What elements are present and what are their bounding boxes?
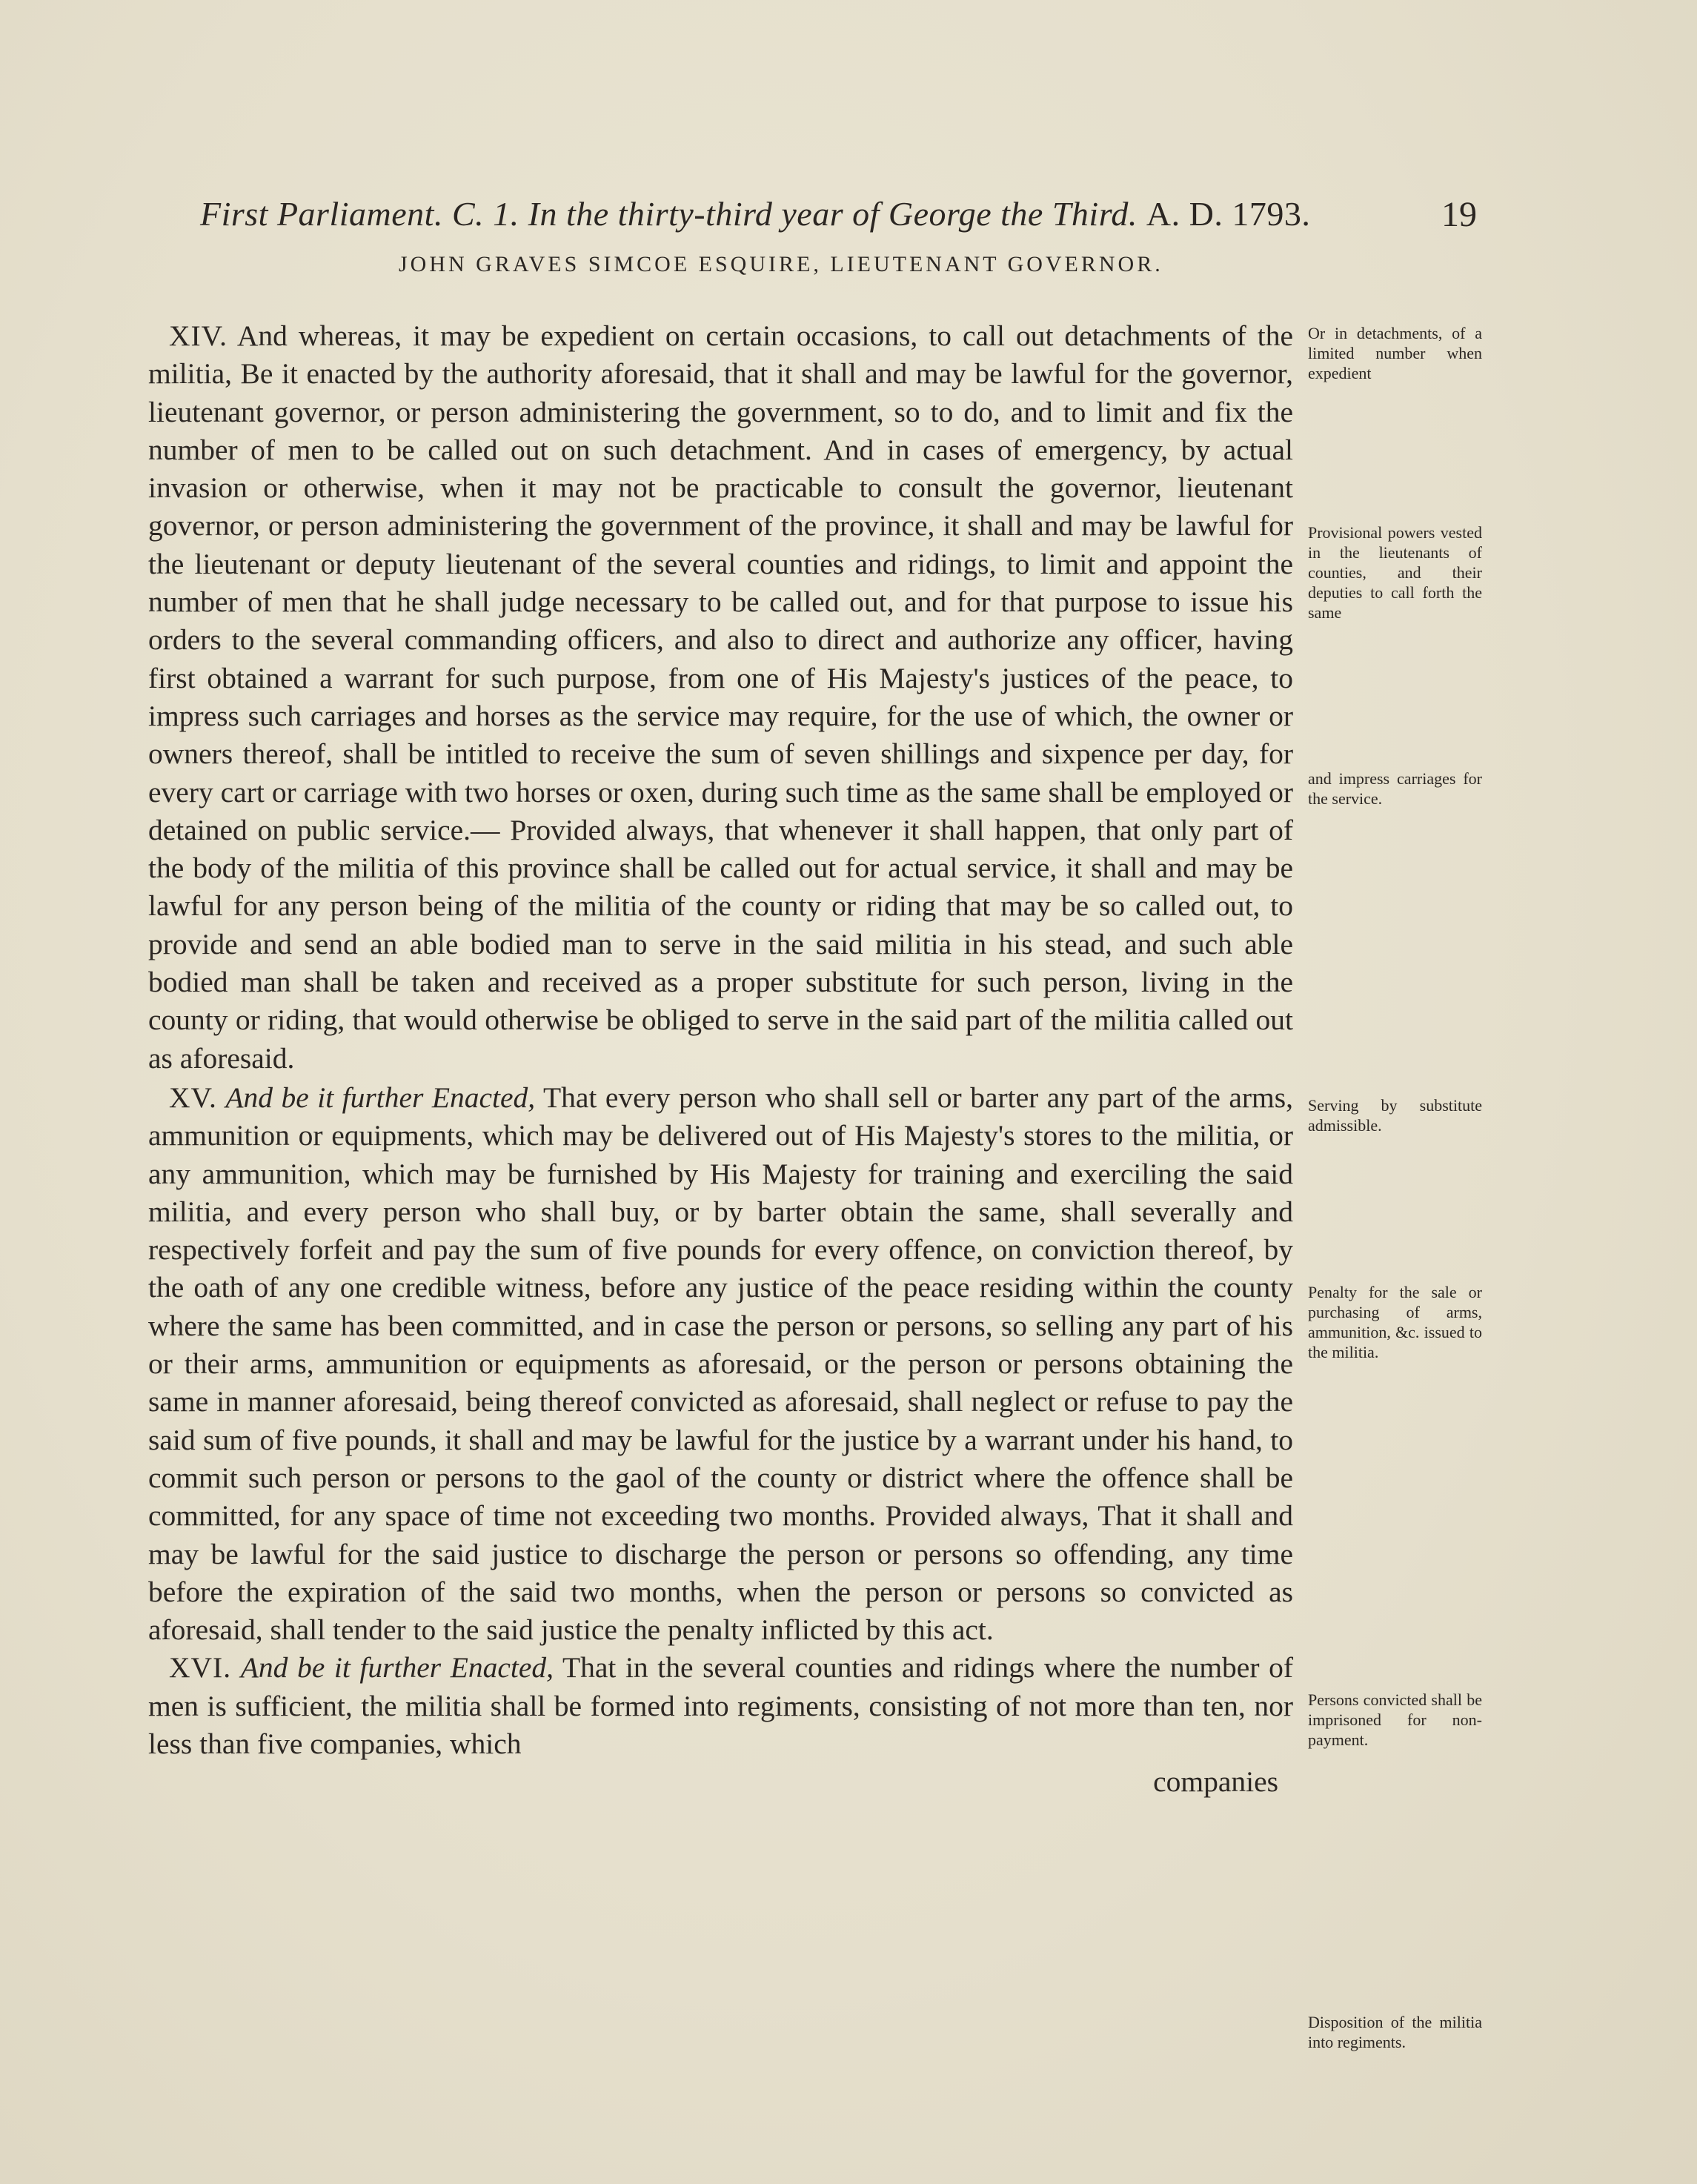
catchword: companies	[1153, 1765, 1278, 1799]
page-subheading: JOHN GRAVES SIMCOE ESQUIRE, LIEUTENANT GOVERNOR.	[399, 252, 1163, 276]
margin-note-penalty: Penalty for the sale or purchasing of arms, ammunition, &c. issued to the militia.	[1308, 1283, 1482, 1361]
margin-note-detachments: Or in detachments, of a limited number when expedient	[1308, 324, 1482, 382]
section-number: XIV.	[169, 319, 228, 352]
enacting-clause: And be it further Enacted,	[240, 1651, 554, 1685]
section-number: XV.	[169, 1081, 217, 1114]
section-xvi	[148, 1649, 1293, 1763]
section-xiv	[148, 317, 1293, 1078]
margin-note-regiments: Disposition of the militia into regiments.	[1308, 2013, 1482, 2051]
enacting-clause: And be it further Enacted,	[225, 1081, 536, 1114]
margin-note-impress-carriages: and impress carriages for the service.	[1308, 769, 1482, 808]
margin-note-imprisonment: Persons convicted shall be imprisoned for non-payment.	[1308, 1690, 1482, 1749]
running-head-title: First Parliament. C. 1. In the thirty-third year of George the Third.	[200, 195, 1138, 233]
page-number: 19	[1441, 195, 1477, 234]
section-text: That every person who shall sell or barter any part of the arms, ammunition or equipments, which may be delivered out of His Majesty's stores to the militia, or any ammunition, which may be furnished by His Majesty for training and exerciling the said militia, and every person who shall buy, or by barter obtain the same, shall severally and respectively forfeit and pay the sum of five pounds for every offence, on conviction thereof, by the oath of any one credible witness, before any justice of the peace residing within the county where the same has been committed, and in case the person or persons, so selling any part of his or their arms, ammunition or equipments as aforesaid, or the person or persons obtaining the same in manner aforesaid, being thereof convicted as aforesaid, shall neglect or refuse to pay the said sum of five pounds, it shall and may be lawful for the justice by a warrant under his hand, to commit such person or persons to the gaol of the county or district where the offence shall be committed, for any space of time not exceeding two months. Provided always, That it shall and may be lawful for the said justice to discharge the person or persons so offending, any time before the expiration of the said two months, when the person or persons so convicted as aforesaid, shall tender to the said justice the penalty inflicted by this act.	[148, 1081, 1294, 1647]
margin-note-provisional-powers: Provisional powers vested in the lieutenants of counties, and their deputies to call forth the same	[1308, 523, 1482, 622]
main-text	[148, 317, 1293, 1802]
running-head-year: A. D. 1793.	[1146, 195, 1311, 233]
section-number: XVI.	[169, 1651, 232, 1685]
section-text: That in the several counties and ridings where the number of men is sufficient, the militia shall be formed into regiments, consisting of not more than ten, nor less than five companies, which	[148, 1651, 1294, 1760]
margin-note-substitute: Serving by substitute admissible.	[1308, 1096, 1482, 1135]
running-head	[200, 194, 1482, 233]
section-text: And whereas, it may be expedient on certain occasions, to call out detachments of the militia, Be it enacted by the authority aforesaid, that it shall and may be lawful for the governor, lieutenant governor, or person administering the government, so to do, and to limit and fix the number of men to be called out on such detachment. And in cases of emergency, by actual invasion or otherwise, when it may not be practicable to consult the governor, lieutenant governor, or person administering the government of the province, it shall and may be lawful for the lieutenant or deputy lieutenant of the several counties and ridings, to limit and appoint the number of men that he shall judge necessary to be called out, and for that purpose to issue his orders to the several commanding officers, and also to direct and authorize any officer, having first obtained a warrant for such purpose, from one of His Majesty's justices of the peace, to impress such carriages and horses as the service may require, for the use of which, the owner or owners thereof, shall be intitled to receive the sum of seven shillings and sixpence per day, for every cart or carriage with two horses or oxen, during such time as the same shall be employed or detained on public service.— Provided always, that whenever it shall happen, that only part of the body of the militia of this province shall be called out for actual service, it shall and may be lawful for any person being of the militia of the county or riding that may be so called out, to provide and send an able bodied man to serve in the said militia in his stead, and such able bodied man shall be taken and received as a proper substitute for such person, living in the county or riding, that would otherwise be obliged to serve in the said part of the militia called out as aforesaid.	[148, 319, 1294, 1075]
section-xv	[148, 1079, 1293, 1649]
